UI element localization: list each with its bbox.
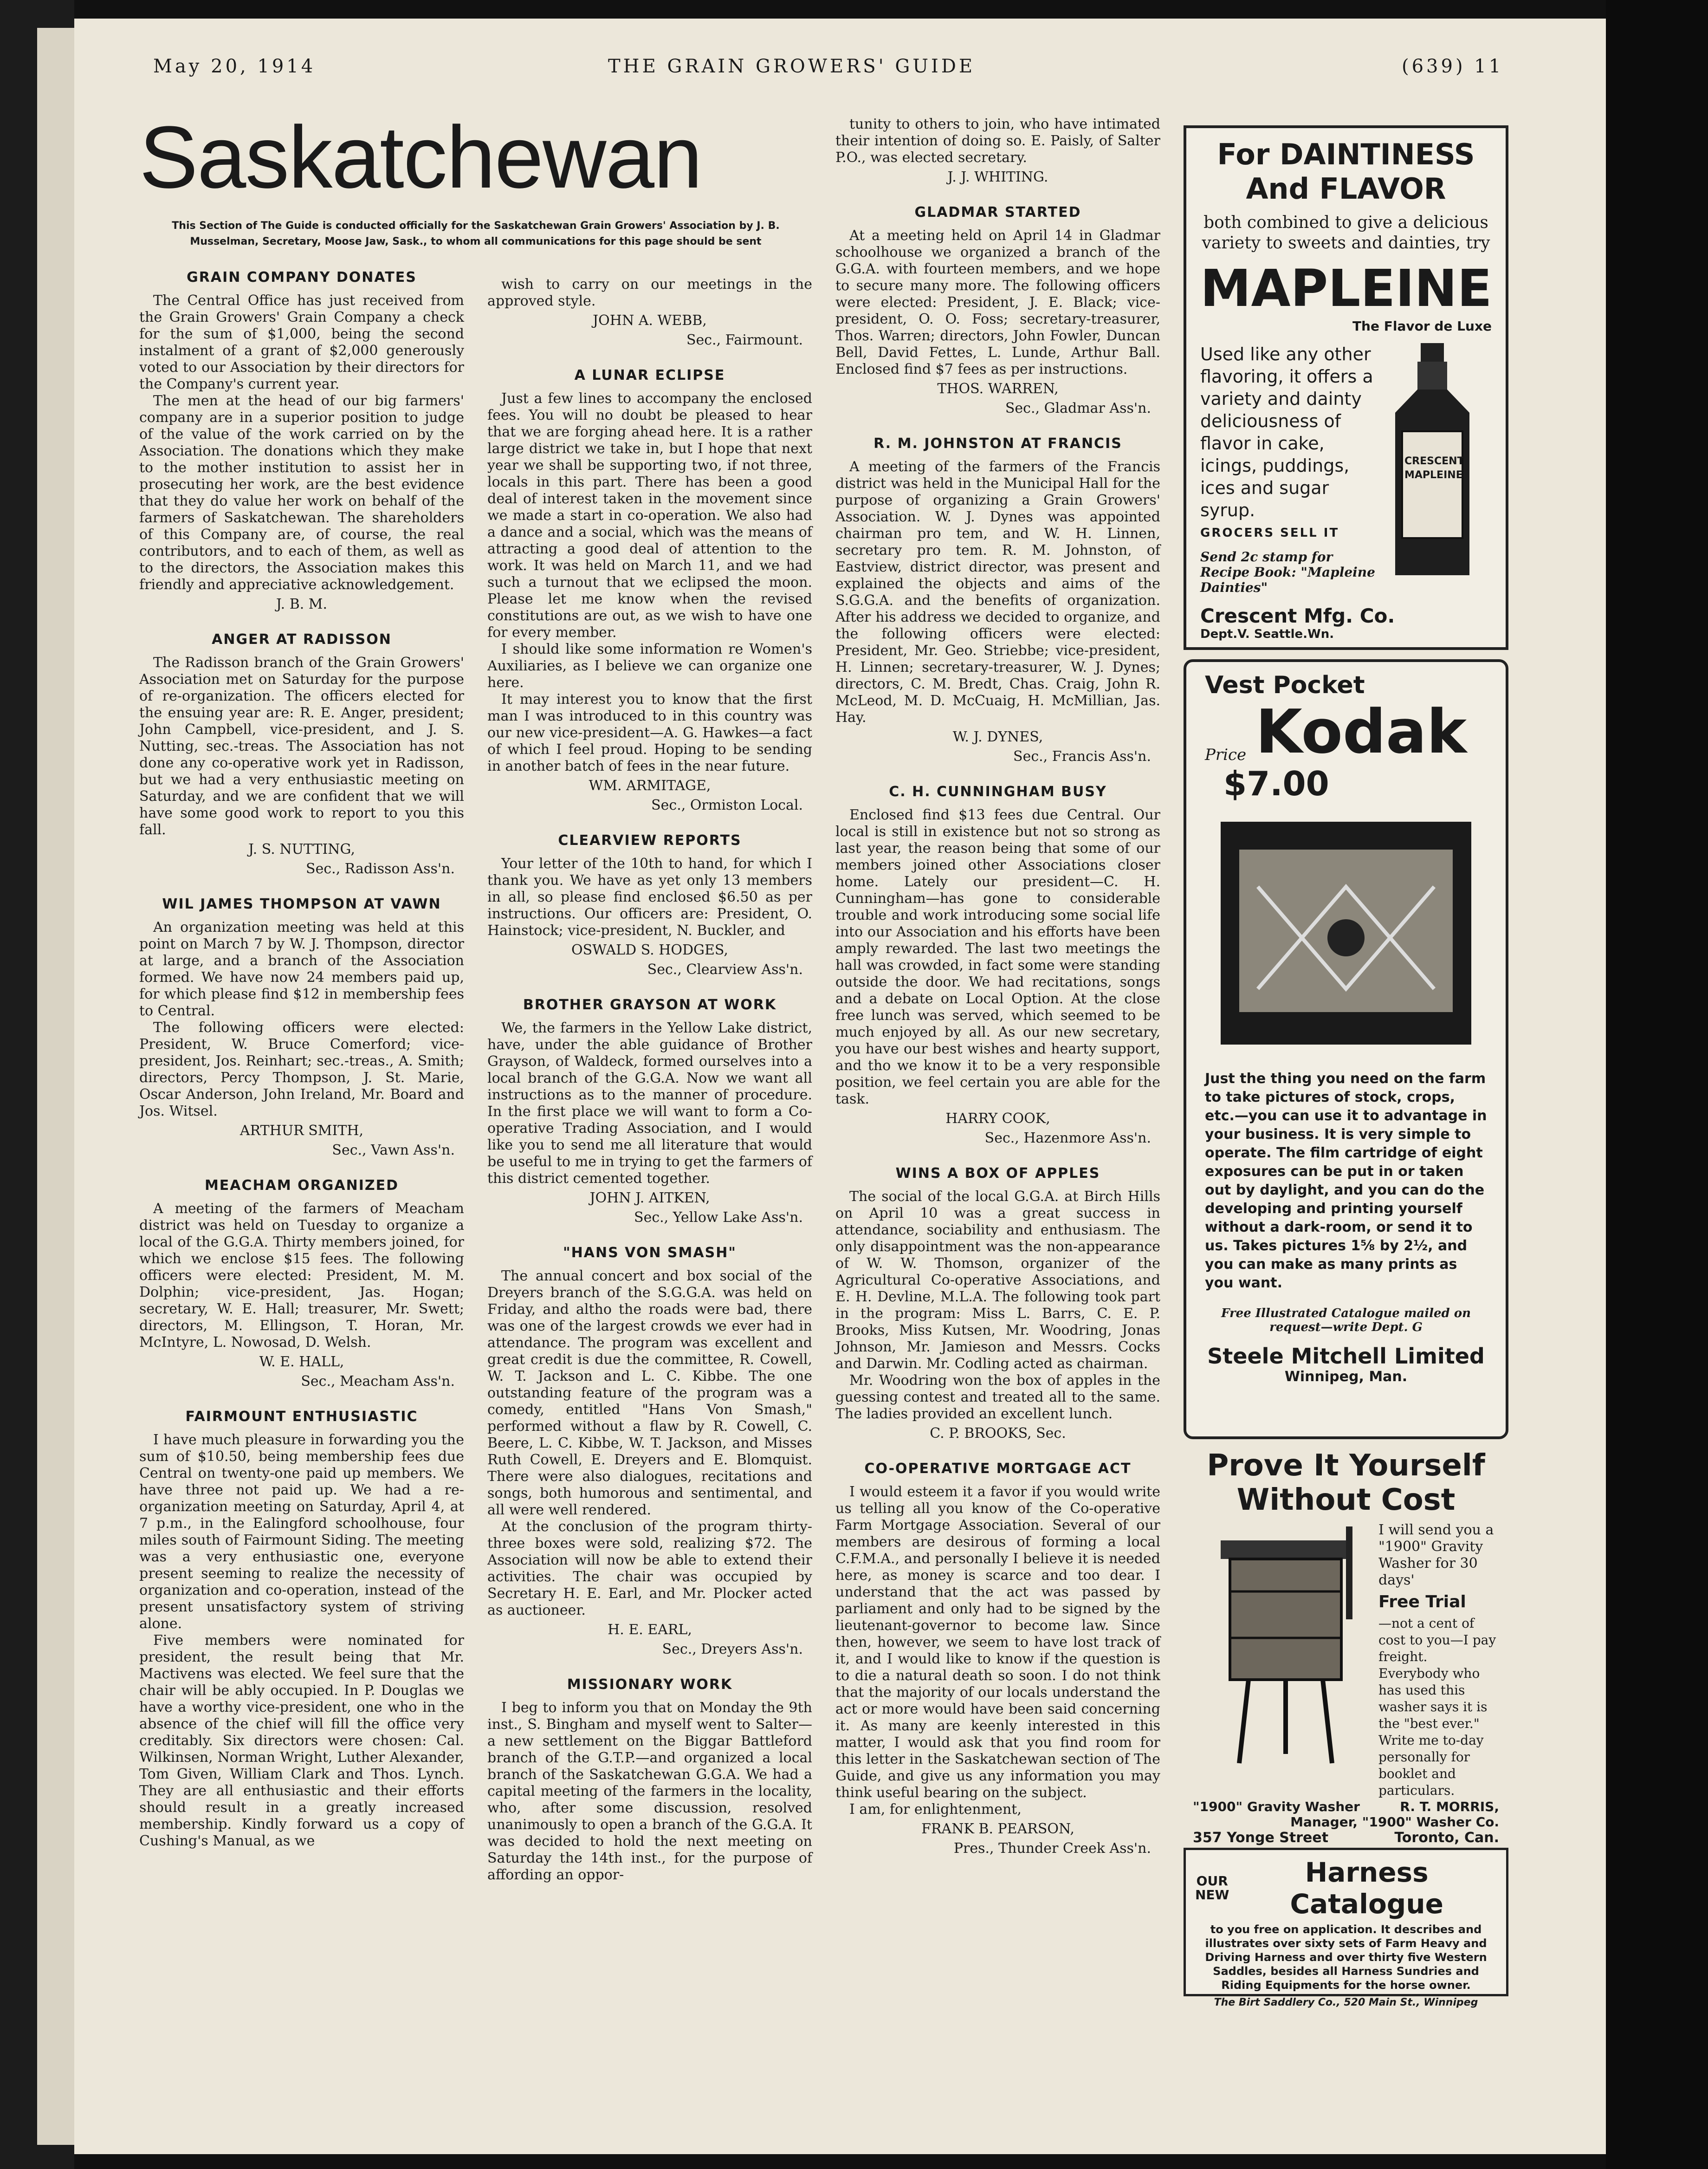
article-signature: THOS. WARREN, (937, 381, 1059, 397)
washer-street: 357 Yonge Street (1193, 1830, 1329, 1846)
article-paragraph: wish to carry on our meetings in the approved style. (487, 276, 812, 309)
article-signature-affiliation: Sec., Meacham Ass'n. (301, 1373, 455, 1390)
article-headline: A LUNAR ECLIPSE (574, 367, 725, 383)
article-paragraph: The Radisson branch of the Grain Growers' Association met on Saturday for the purpose of re-organization. The officers elected for the ensuing year are: R. E. Anger, president; John Campbell, vice-president, and J. S. Nutting, sec.-treas. The Association has not done any co-operative work yet in Radisson, but we had a very enthusiastic meeting on Saturday, and we are confident that we will have some good work to report to you this fall. (139, 655, 464, 838)
article-paragraph: Mr. Woodring won the box of apples in the guessing contest and treated all to the same. The ladies provided an excellent lunch. (835, 1372, 1160, 1422)
article-signature: WM. ARMITAGE, (589, 778, 711, 794)
article-paragraph: I have much pleasure in forwarding you the sum of $10.50, being membership fees due Central on twenty-one paid up members. We have three not paid up. We had a re-organization meeting on Saturday, April 4, at 7 p.m., in the Ealingford schoolhouse, four miles south of Fairmount Siding. The meeting was a very enthusiastic one, everyone present seeming to realize the necessity of organization and co-operation, instead of the present unsatisfactory system of striving alone. (139, 1432, 464, 1632)
article-signature-affiliation: Sec., Ormiston Local. (651, 797, 803, 813)
article (487, 1245, 812, 1658)
kodak-camera-illustration (1205, 812, 1487, 1056)
article-headline: "HANS VON SMASH" (563, 1245, 737, 1261)
article-signature: OSWALD S. HODGES, (571, 942, 728, 958)
article-signature: W. J. DYNES, (952, 729, 1043, 745)
article-signature-affiliation: Sec., Clearview Ass'n. (647, 961, 803, 978)
article-headline: MISSIONARY WORK (567, 1676, 733, 1693)
article (487, 1676, 812, 1883)
article-paragraph: It may interest you to know that the first man I was introduced to in this country was our new vice-president—A. G. Hawkes—a fact of which I feel proud. Hoping to be sending in another batch of fees in the near future. (487, 691, 812, 774)
article-headline: GRAIN COMPANY DONATES (187, 269, 417, 286)
mapleine-headline: For DAINTINESS And FLAVOR (1217, 137, 1475, 206)
article (835, 1461, 1160, 1857)
column-1 (139, 269, 464, 1868)
article-signature: W. E. HALL, (259, 1354, 344, 1370)
article-signature: FRANK B. PEARSON, (921, 1821, 1074, 1837)
kodak-city: Winnipeg, Man. (1284, 1369, 1408, 1385)
mapleine-grocers: GROCERS SELL IT (1200, 526, 1339, 540)
article-signature: H. E. EARL, (608, 1622, 692, 1638)
article-headline: WINS A BOX OF APPLES (895, 1165, 1100, 1182)
article-headline: C. H. CUNNINGHAM BUSY (889, 784, 1107, 800)
washer-illustration (1193, 1522, 1378, 1799)
article (139, 269, 464, 613)
kodak-price: $7.00 (1223, 764, 1329, 803)
article-headline: ANGER AT RADISSON (212, 631, 392, 648)
washer-free-trial: Free Trial (1378, 1592, 1466, 1611)
article-paragraph: Enclosed find $13 fees due Central. Our local is still in existence but not so strong as last year, the reason being that some of our members joined other Associations closer home. Lately our president—C. H. Cunningham—has gone to considerable trouble and work introducing some social life into our Association and his efforts have been amply rewarded. The last two meetings the hall was crowded, in fact some were standing outside the door. We had recitations, songs and a debate on Local Option. At the close free lunch was served, which seemed to be much enjoyed by all. As our new secretary, you have our best wishes and hearty support, and tho we know it to be a very responsible position, we feel certain you are able for the task. (835, 807, 1160, 1107)
washer-title: Manager, "1900" Washer Co. (1290, 1814, 1499, 1830)
article-signature: ARTHUR SMITH, (239, 1123, 364, 1139)
article-signature-affiliation: Pres., Thunder Creek Ass'n. (953, 1840, 1151, 1857)
kodak-ad (1184, 659, 1508, 1439)
washer-ad (1184, 1448, 1508, 1846)
article-paragraph: A meeting of the farmers of Meacham district was held on Tuesday to organize a local of the G.G.A. Thirty members joined, for which we enclose $15 fees. The following officers were elected: President, M. M. Dolphin; vice-president, Jas. Hogan; secretary, W. E. Hall; treasurer, Mr. Swett; directors, M. Ellingson, T. Horan, Mr. McIntyre, L. Nowosad, D. Welsh. (139, 1201, 464, 1351)
article-signature-affiliation: Sec., Hazenmore Ass'n. (984, 1130, 1151, 1146)
column-2 (487, 276, 812, 1902)
column-3 (835, 116, 1160, 1876)
facing-page-edge (37, 28, 74, 2145)
section-title: Saskatchewan (139, 108, 702, 207)
article-paragraph: We, the farmers in the Yellow Lake district, have, under the able guidance of Brother Grayson, of Waldeck, formed ourselves into a local branch of the G.G.A. Now we want all instructions as to the manner of procedure. In the first place we will want to form a Co-operative Trading Association, and I would like you to send me all literature that would be useful to me in trying to get the farmers of this district cemented together. (487, 1020, 812, 1187)
mapleine-company: Crescent Mfg. Co. (1200, 604, 1395, 627)
article (139, 896, 464, 1159)
kodak-body: Just the thing you need on the farm to take pictures of stock, crops, etc.—you can use it to advantage in your business. It is very simple to operate. The film cartridge of eight exposures can be put in or taken out by daylight, and you can do the developing and printing yourself without a dark-room, or send it to us. Takes pictures 1⅝ by 2½, and you can make as many prints as you want. (1205, 1071, 1487, 1291)
article (139, 1177, 464, 1390)
article-headline: CLEARVIEW REPORTS (558, 832, 742, 849)
article-paragraph: The following officers were elected: President, W. Bruce Comerford; vice-president, Jos. Reinhart; sec.-treas., A. Smith; directors, Percy Thompson, J. St. Marie, Oscar Anderson, John Ireland, Mr. Board and Jos. Witsel. (139, 1020, 464, 1119)
article-signature: C. P. BROOKS, Sec. (930, 1425, 1066, 1442)
scan-background (1606, 0, 1708, 2169)
article-paragraph: The annual concert and box social of the Dreyers branch of the S.G.G.A. was held on Friday, and altho the roads were bad, there was one of the largest crowds we ever had in attendance. The program was excellent and great credit is due the committee, R. Cowell, W. T. Jackson and L. C. Kibbe. The one outstanding feature of the program was a comedy, entitled "Hans Von Smash," performed without a flaw by R. Cowell, C. Beere, L. C. Kibbe, W. T. Jackson, and Misses Ruth Cowell, E. Dreyers and E. Blomquist. There were also dialogues, recitations and songs, both humorous and sentimental, and all were well rendered. (487, 1268, 812, 1518)
article-signature: JOHN J. AITKEN, (589, 1190, 710, 1206)
article (835, 116, 1160, 186)
article (487, 832, 812, 978)
kodak-line1: Vest Pocket (1205, 671, 1365, 699)
article-paragraph: A meeting of the farmers of the Francis district was held in the Municipal Hall for the purpose of organizing a Grain Growers' Association. W. J. Dynes was appointed chairman pro tem, and W. H. Linnen, secretary pro tem. R. M. Johnston, of Eastview, district director, was present and explained the objects and aims of the S.G.G.A. and the benefits of organization. After his address we decided to organize, and the following officers were elected: President, Mr. Geo. Striebbe; vice-president, H. Linnen; secretary-treasurer, W. J. Dynes; directors, C. M. Bredt, Chas. Craig, John R. McLeod, M. D. McCuaig, H. McMillian, Jas. Hay. (835, 459, 1160, 726)
mapleine-lead: both combined to give a delicious variety to sweets and dainties, try (1202, 213, 1490, 253)
article-paragraph: I beg to inform you that on Monday the 9th inst., S. Bingham and myself went to Salter—a new settlement on the Biggar Battleford branch of the G.T.P.—and organized a local branch of the Saskatchewan G.G.A. We had a capital meeting of the farmers in the locality, who, after some discussion, resolved unanimously to open a branch of the G.G.A. It was decided to hold the next meeting on Saturday the 14th inst., for the purpose of affording an oppor- (487, 1700, 812, 1883)
article-paragraph: Just a few lines to accompany the enclosed fees. You will no doubt be pleased to hear that we are forging ahead here. It is a rather large district we take in, but I hope that next year we shall be supporting two, if not three, locals in this part. There has been a good deal of interest taken in the movement since we made a start in co-operation. We also had a dance and a social, which was the means of attracting a good deal of attention to the work. It was held on March 11, and we had such a turnout that we eclipsed the moon. Please let me know when the revised constitutions are out, as we wish to have one for every member. (487, 390, 812, 641)
article-headline: MEACHAM ORGANIZED (204, 1177, 399, 1194)
article-paragraph: The Central Office has just received from the Grain Growers' Grain Company a check for the sum of $1,000, being the second instalment of a grant of $2,000 generously voted to our Association by their directors for the Company's current year. (139, 292, 464, 392)
mapleine-brand: MAPLEINE (1200, 259, 1492, 318)
article-headline: WIL JAMES THOMPSON AT VAWN (162, 896, 441, 912)
kodak-catalogue: Free Illustrated Catalogue mailed on request—write Dept. G (1221, 1306, 1471, 1334)
article-signature-affiliation: Sec., Gladmar Ass'n. (1005, 400, 1151, 416)
article-signature: HARRY COOK, (945, 1110, 1050, 1127)
article-headline: R. M. JOHNSTON AT FRANCIS (873, 435, 1122, 452)
washer-body: —not a cent of cost to you—I pay freight. Everybody who has used this washer says it is the "best ever." Write me to-day personally for booklet and particulars. (1378, 1616, 1496, 1798)
harness-ad (1184, 1848, 1508, 2008)
kodak-price-label: Price (1205, 746, 1247, 764)
article-paragraph: The social of the local G.G.A. at Birch Hills on April 10 was a great success in attendance, sociability and enthusiasm. The only disappointment was the non-appearance of W. W. Thomson, organizer of the Agricultural Co-operative Associations, and E. H. Devline, M.L.A. The following took part in the program: Miss L. Barrs, C. E. P. Brooks, Miss Kutsen, Mr. Woodring, Jonas Johnson, Mr. Jamieson and Messrs. Cocks and Darwin. Mr. Codling acted as chairman. (835, 1188, 1160, 1372)
harness-headline: Harness Catalogue (1290, 1857, 1443, 1920)
article-headline: CO-OPERATIVE MORTGAGE ACT (864, 1461, 1132, 1477)
washer-city: Toronto, Can. (1394, 1830, 1499, 1846)
header-date: May 20, 1914 (153, 56, 316, 77)
harness-company: The Birt Saddlery Co., 520 Main St., Winnipeg (1214, 1997, 1478, 2008)
article-signature: J. J. WHITING. (947, 169, 1048, 185)
article-paragraph: I would esteem it a favor if you would write us telling all you know of the Co-operative Farm Mortgage Association. Several of our members are desirous of forming a local C.F.M.A., and personally I believe it is needed here, as money is scarce and too dear. I understand that the act was passed by parliament and only had to be signed by the lieutenant-governor to become law. Since then, however, we seem to have lost track of it, and I would like to know if the question is to die a natural death so soon. I do not think that the majority of our locals understand the act or more would have been said concerning it. As many are keenly interested in this matter, I would ask that you find room for this letter in the Saskatchewan section of The Guide, and give us any information you may think useful bearing on the subject. (835, 1484, 1160, 1801)
article-headline: BROTHER GRAYSON AT WORK (523, 997, 777, 1013)
article-signature: JOHN A. WEBB, (593, 312, 707, 329)
washer-name: R. T. MORRIS, (1400, 1799, 1499, 1814)
article-paragraph: Your letter of the 10th to hand, for which I thank you. We have as yet only 13 members in all, so please find enclosed $6.50 as per instructions. Our officers are: President, O. Hainstock; vice-president, N. Buckler, and (487, 856, 812, 939)
article-paragraph: At the conclusion of the program thirty-three boxes were sold, realizing $72. The Association will now be able to extend their activities. The chair was occupied by Secretary H. E. Earl, and Mr. Plocker acted as auctioneer. (487, 1519, 812, 1618)
article-headline: FAIRMOUNT ENTHUSIASTIC (185, 1409, 418, 1425)
article-paragraph: An organization meeting was held at this point on March 7 by W. J. Thompson, director at large, and a branch of the Association formed. We have now 24 members paid up, for which please find $12 in membership fees to Central. (139, 919, 464, 1019)
kodak-brand: Kodak (1255, 696, 1467, 767)
article (835, 1165, 1160, 1442)
article (487, 276, 812, 349)
kodak-company: Steele Mitchell Limited (1207, 1344, 1485, 1369)
mapleine-ad (1184, 125, 1508, 650)
article (139, 1409, 464, 1850)
article-signature-affiliation: Sec., Dreyers Ass'n. (662, 1641, 803, 1657)
article-paragraph: tunity to others to join, who have intimated their intention of doing so. E. Paisly, of Salter P.O., was elected secretary. (835, 116, 1160, 166)
header-publication: THE GRAIN GROWERS' GUIDE (608, 56, 976, 77)
section-intro: This Section of The Guide is conducted officially for the Saskatchewan Grain Growers' Association by J. B. Musselman, Secretary, Moose Jaw, Sask., to whom all communications for this page should be sent (172, 220, 780, 247)
washer-intro: I will send you a "1900" Gravity Washer for 30 days' (1378, 1522, 1494, 1588)
harness-tag2: NEW (1195, 1887, 1229, 1903)
article-signature: J. B. M. (276, 596, 328, 612)
mapleine-bottle-illustration (1377, 343, 1488, 586)
article-signature-affiliation: Sec., Francis Ass'n. (1013, 748, 1151, 765)
article-paragraph: The men at the head of our big farmers' company are in a superior position to judge of the value of the work carried on by the Association. The donations which they make to the mother institution to assist her in prosecuting her work, are the best evidence that they do value her work on behalf of the farmers of Saskatchewan. The shareholders of this Company are, of course, the real contributors, and to each of them, as well as to the directors, the Association makes this friendly and appreciative acknowledgement. (139, 393, 464, 593)
article-headline: GLADMAR STARTED (914, 204, 1081, 221)
mapleine-offer: Send 2c stamp for Recipe Book: "Mapleine Dainties" (1200, 549, 1375, 595)
article (139, 631, 464, 877)
article-paragraph: Five members were nominated for president, the result being that Mr. Mactivens was elected. We feel sure that the chair will be ably occupied. In P. Douglas we have a worthy vice-president, one who in the absence of the chief will fill the office very creditably. Six directors were chosen: Cal. Wilkinsen, Norman Wright, Luther Alexander, Tom Given, William Clark and Thos. Lynch. They are all enthusiastic and their efforts should result in a greatly increased membership. Kindly forward us a copy of Cushing's Manual, as we (139, 1632, 464, 1849)
article (487, 997, 812, 1226)
article-signature: J. S. NUTTING, (248, 841, 355, 857)
article-signature-affiliation: Sec., Vawn Ass'n. (332, 1142, 455, 1158)
article (835, 204, 1160, 417)
washer-caption: "1900" Gravity Washer (1193, 1799, 1360, 1814)
article-signature-affiliation: Sec., Fairmount. (686, 332, 803, 348)
article-paragraph: At a meeting held on April 14 in Gladmar schoolhouse we organized a branch of the G.G.A. with fourteen members, and we hope to secure many more. The following officers were elected: President, J. E. Black; vice-president, O. O. Foss; secretary-treasurer, Thos. Warren; directors, John Fowler, Duncan Bell, David Fettes, L. Lunde, Arthur Ball. Enclosed find $7 fees as per instructions. (835, 227, 1160, 377)
bottle-label: CRESCENT MAPLEINE (1404, 455, 1464, 481)
article (835, 435, 1160, 765)
harness-tag1: OUR (1196, 1873, 1228, 1889)
washer-headline: Prove It Yourself Without Cost (1207, 1448, 1485, 1517)
article (487, 367, 812, 814)
header-page-number: (639) 11 (1402, 56, 1504, 77)
harness-body: to you free on application. It describes and illustrates over sixty sets of Farm Heavy and Driving Harness and over thirty five Western Saddles, besides all Harness Sundries and Riding Equipments for the horse owner. (1205, 1923, 1487, 1992)
article (835, 784, 1160, 1147)
mapleine-address: Dept.V. Seattle.Wn. (1200, 627, 1334, 641)
mapleine-tagline: The Flavor de Luxe (1352, 318, 1492, 334)
book-spine (0, 0, 74, 2169)
article-paragraph: I should like some information re Women's Auxiliaries, as I believe we can organize one here. (487, 641, 812, 691)
article-signature-affiliation: Sec., Radisson Ass'n. (306, 861, 455, 877)
article-paragraph: I am, for enlightenment, (849, 1801, 1022, 1818)
mapleine-body: Used like any other flavoring, it offers a variety and dainty deliciousness of flavor in cake, icings, puddings, ices and sugar syrup. (1200, 344, 1373, 520)
article-signature-affiliation: Sec., Yellow Lake Ass'n. (634, 1209, 803, 1226)
